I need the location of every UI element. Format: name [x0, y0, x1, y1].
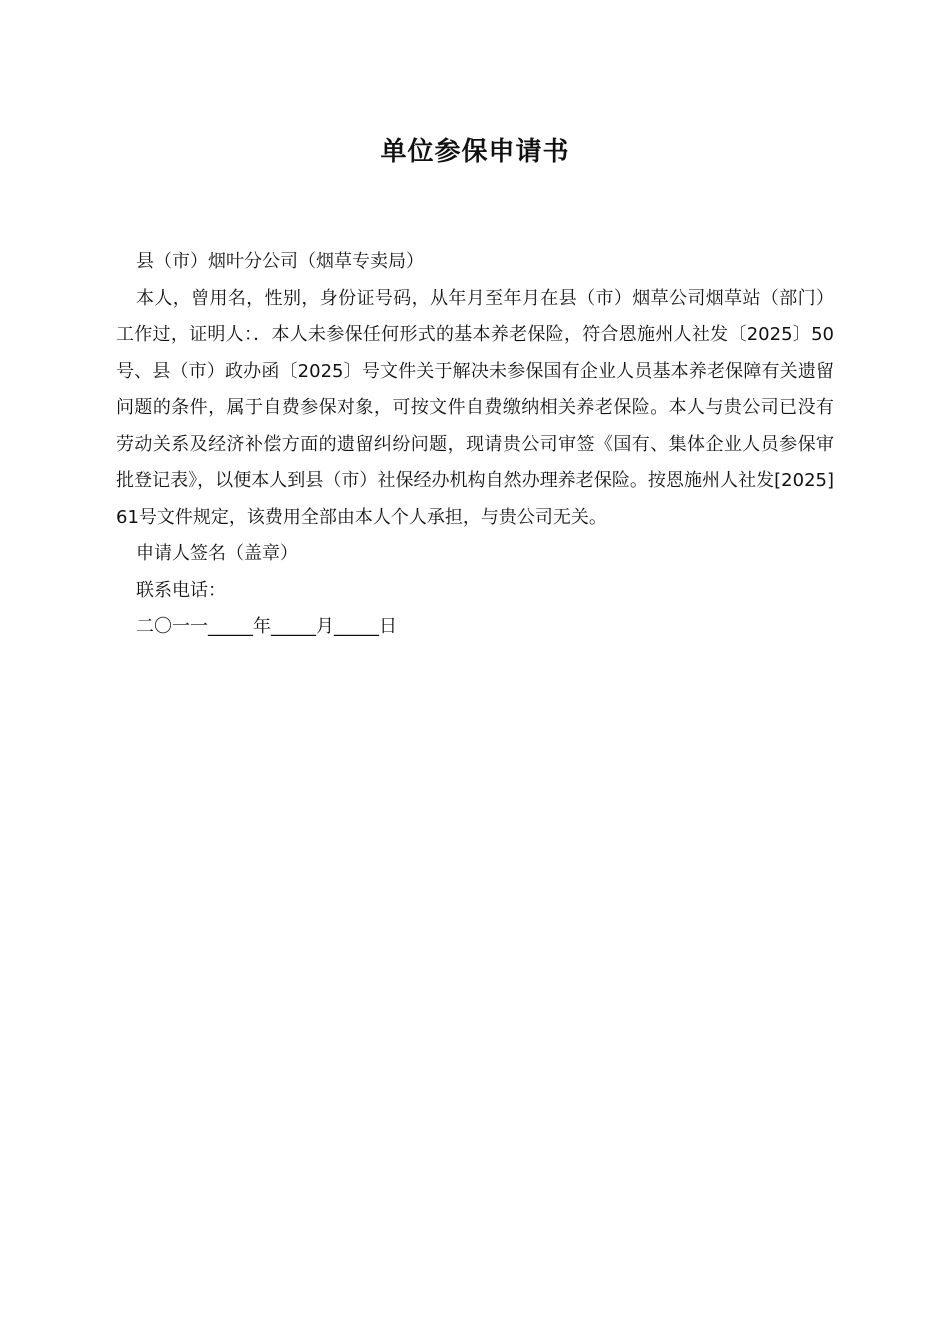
- phone-label: 联系电话：: [136, 579, 226, 601]
- document-content: [116, 244, 834, 646]
- signature-label: 申请人签名（盖章）: [136, 543, 298, 564]
- body-paragraph: 本人，曾用名，性别，身份证号码，从年月至年月在县（市）烟草公司烟草站（部门）工作过，证明人：．本人未参保任何形式的基本养老保险，符合恩施州人社发〔2025〕50号、县（市）政办函〔2025〕号文件关于解决未参保国有企业人员基本养老保障有关遗留问题的条件，属于自费参保对象，可按文件自费缴纳相关养老保险。本人与贵公司已没有劳动关系及经济补偿方面的遗留纠纷问题，现请贵公司审签《国有、集体企业人员参保审批登记表》，以便本人到县（市）社保经办机构自然办理养老保险。按恩施州人社发[2025]61号文件规定，该费用全部由本人个人承担，与贵公司无关。: [116, 287, 834, 528]
- date-line: 二〇一一_____年_____月_____日: [136, 616, 397, 637]
- addressee-line: 县（市）烟叶分公司（烟草专卖局）: [136, 251, 424, 272]
- document-title: 单位参保申请书: [380, 137, 570, 167]
